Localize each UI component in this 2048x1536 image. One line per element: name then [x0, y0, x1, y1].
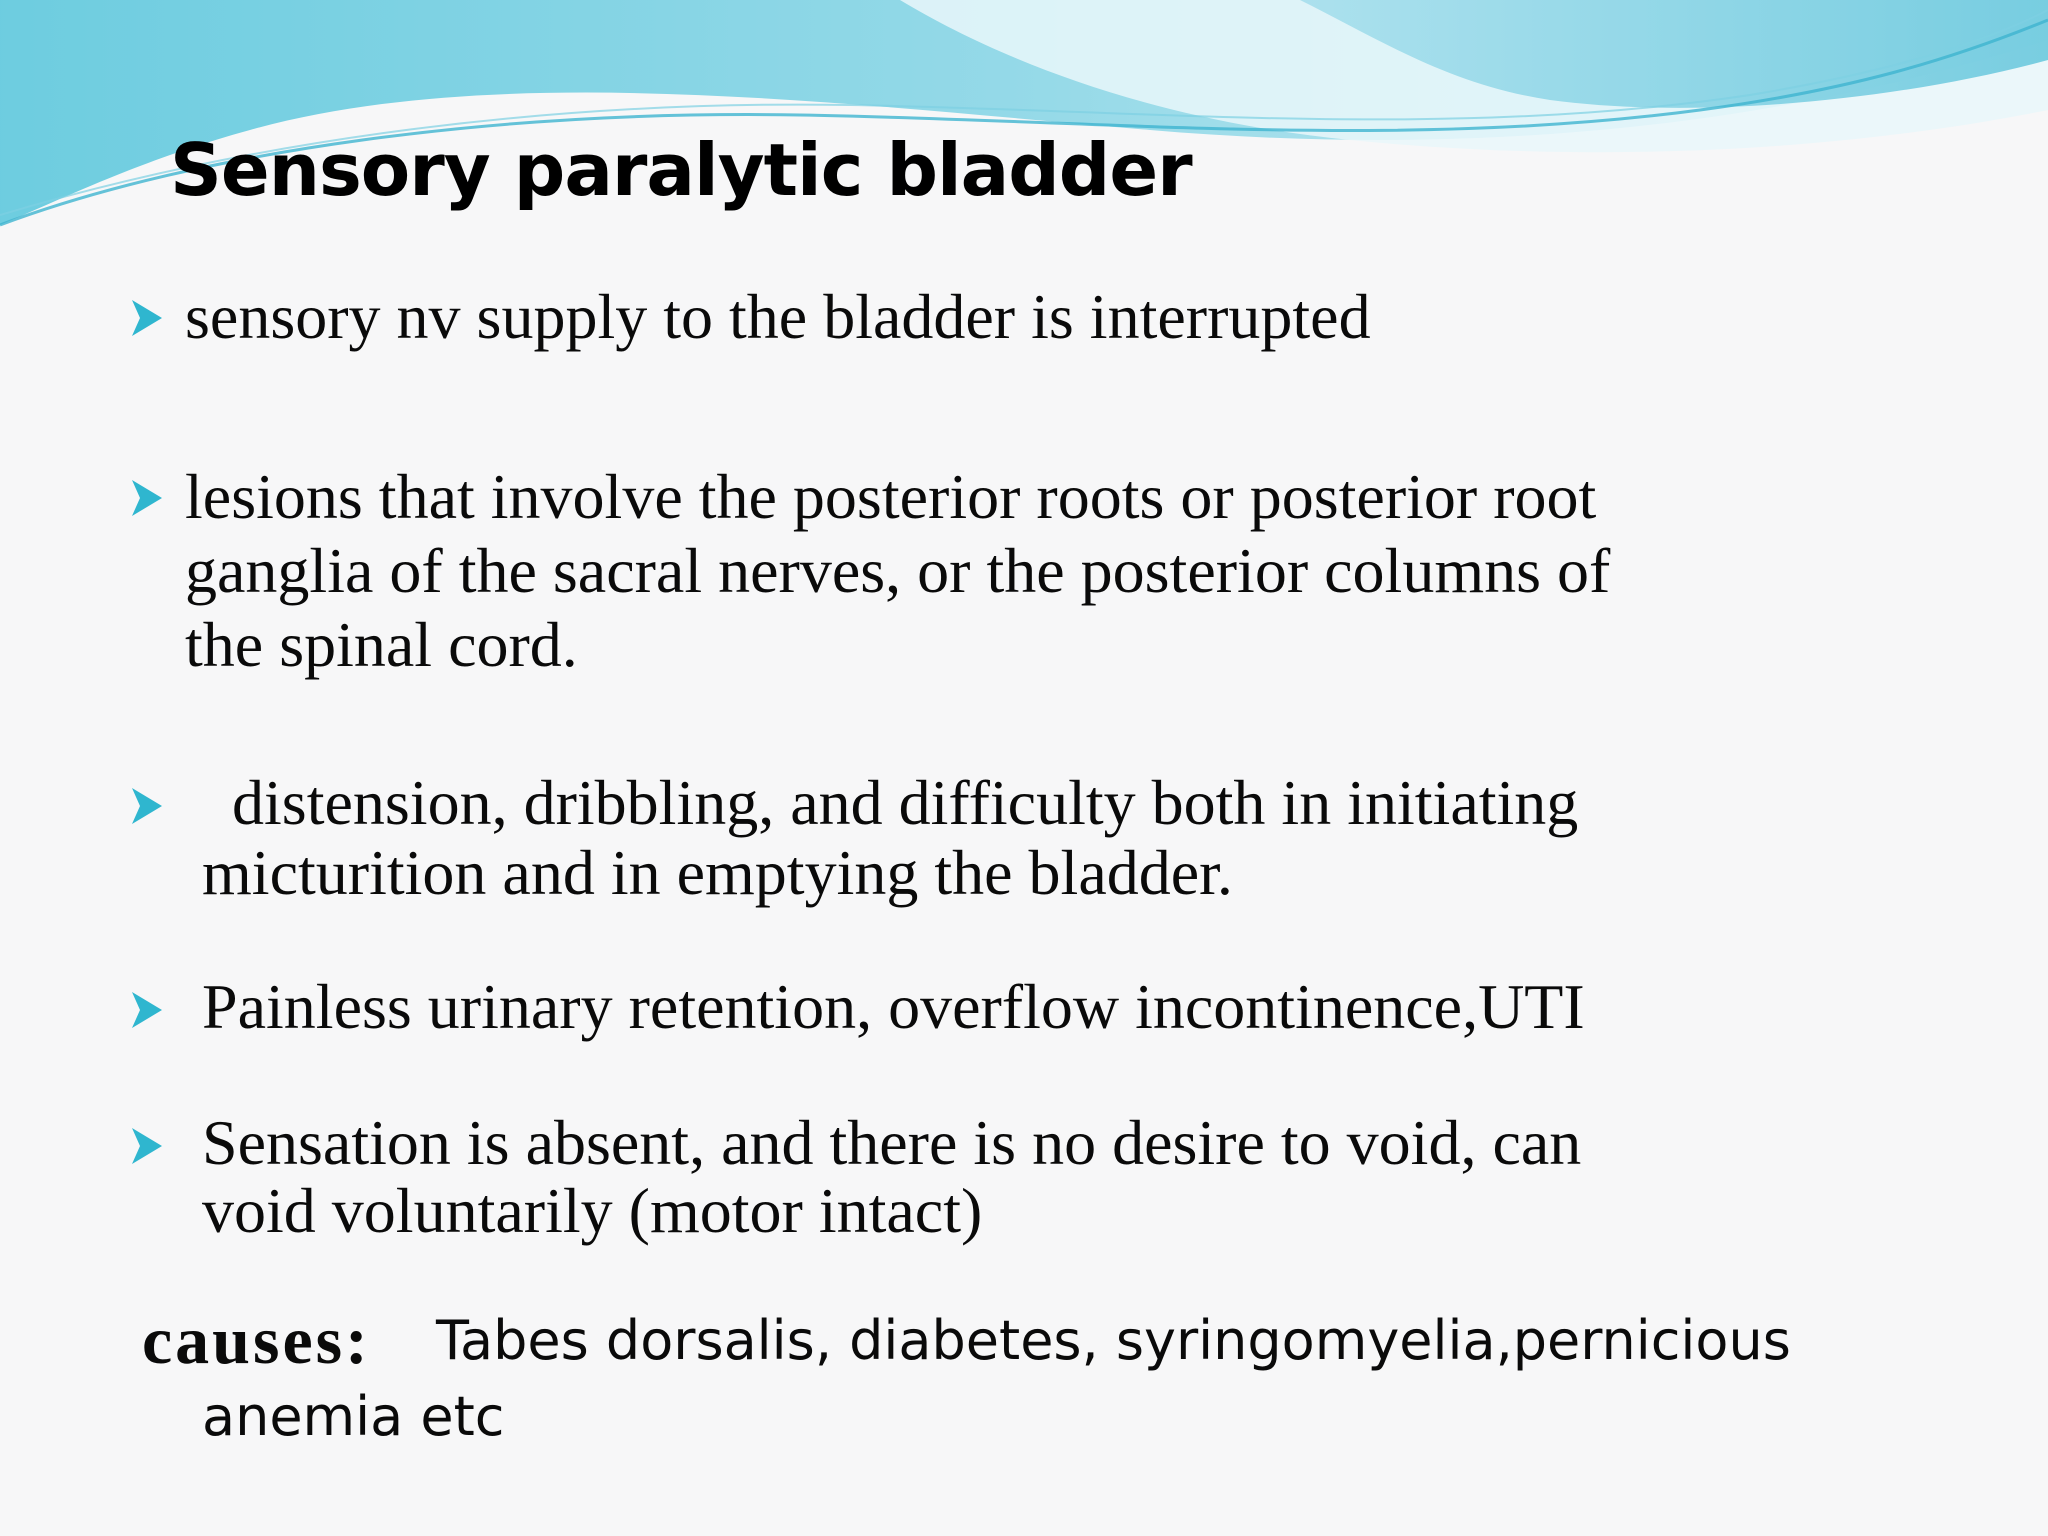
arrow-bullet-icon [130, 478, 164, 518]
arrow-bullet-icon [130, 298, 164, 338]
bullet-text-line: micturition and in emptying the bladder. [202, 837, 1233, 908]
causes-text-line: Tabes dorsalis, diabetes, syringomyelia,pernicious [436, 1309, 1791, 1372]
bullet-text-line: void voluntarily (motor intact) [202, 1175, 983, 1246]
bullet-text-line: the spinal cord. [185, 609, 578, 680]
bullet-text-line: Sensation is absent, and there is no desire to void, can [202, 1107, 1582, 1178]
bullet-text-line: lesions that involve the posterior roots or posterior root [185, 461, 1597, 532]
causes-label: causes: [142, 1302, 371, 1378]
bullet-text-line: distension, dribbling, and difficulty both in initiating [200, 767, 1579, 838]
causes-text-line: anemia etc [202, 1385, 505, 1448]
arrow-bullet-icon [130, 1126, 164, 1166]
arrow-bullet-icon [130, 990, 164, 1030]
slide-title: Sensory paralytic bladder [170, 128, 1192, 212]
bullet-text-line: Painless urinary retention, overflow incontinence,UTI [202, 971, 1585, 1042]
bullet-text-line: ganglia of the sacral nerves, or the posterior columns of [185, 535, 1611, 606]
bullet-text-line: sensory nv supply to the bladder is interrupted [185, 281, 1371, 352]
arrow-bullet-icon [130, 786, 164, 826]
